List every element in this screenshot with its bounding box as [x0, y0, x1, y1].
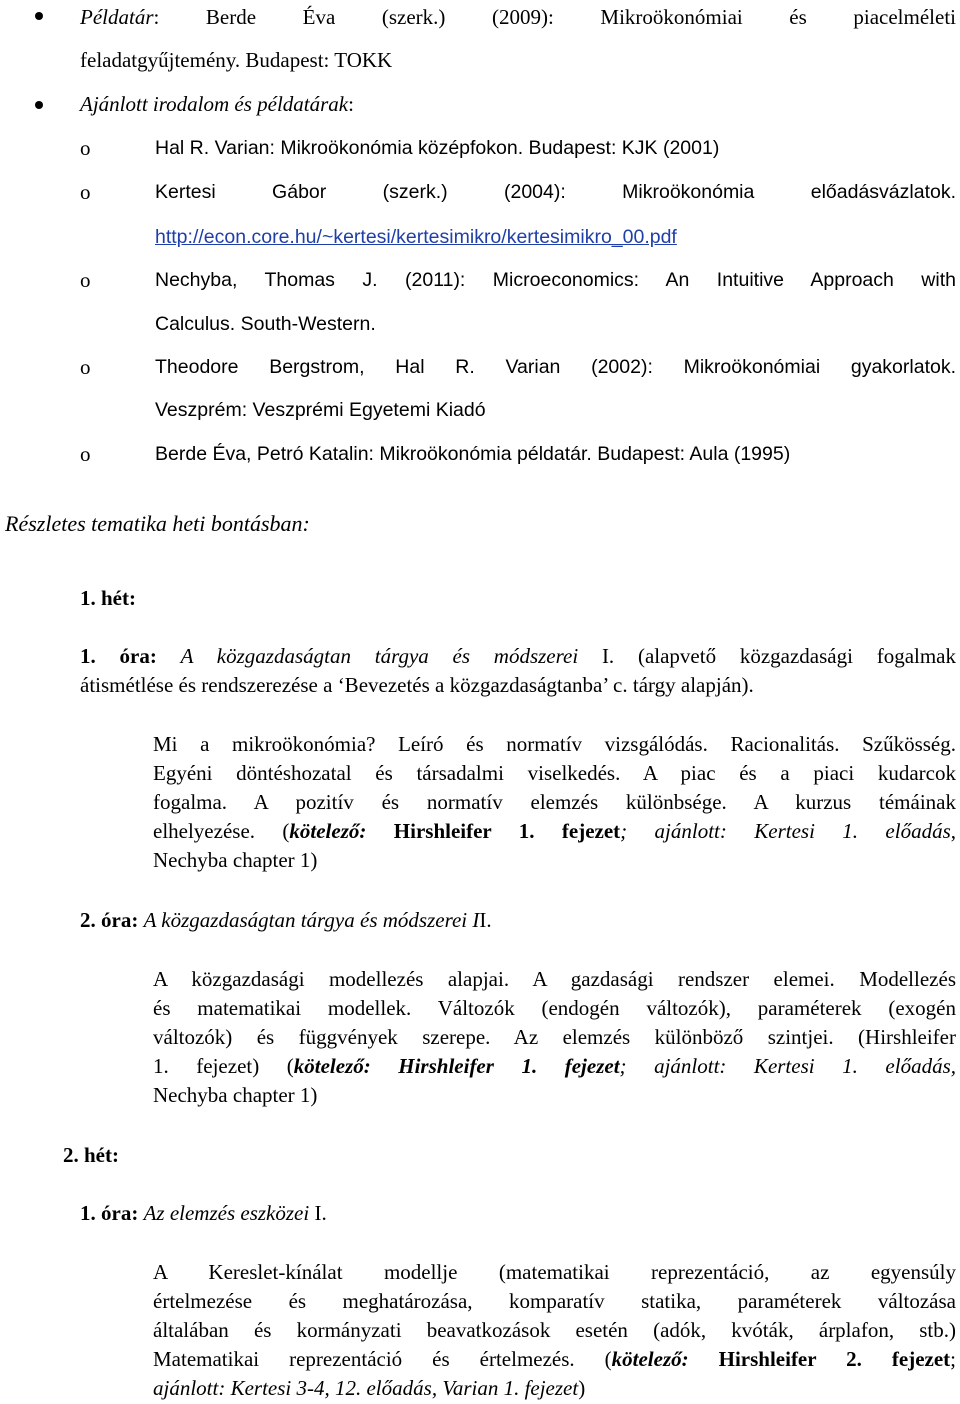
sub-marker: o: [80, 136, 91, 160]
w2-p1-l5: ajánlott: Kertesi 3-4, 12. előadás, Varian 1. fejezet): [153, 1376, 586, 1400]
bullet-dot: [35, 12, 43, 20]
sub-marker: o: [80, 355, 91, 379]
week1-ora1-line2: átismétlése és rendszerezése a ‘Bevezetés a közgazdaságtanba’ c. tárgy alapján).: [80, 673, 754, 697]
bullet-dot: [35, 101, 43, 109]
w2-p1-l2: értelmezése és meghatározása, komparatív statika, paraméterek változása: [153, 1289, 956, 1313]
bullet-line-2: feladatgyűjtemény. Budapest: TOKK: [80, 48, 393, 72]
bullet-line-ajanlott: Ajánlott irodalom és példatárak:: [80, 92, 354, 116]
week-1-label: 1. hét:: [80, 586, 136, 610]
sub-marker: o: [80, 268, 91, 292]
w1-p1-l5: Nechyba chapter 1): [153, 848, 318, 872]
sub-item-kertesi: Kertesi Gábor (szerk.) (2004): Mikroökonómia előadásvázlatok.: [155, 181, 956, 203]
week1-ora2-line: 2. óra: A közgazdaságtan tárgya és módszerei II.: [80, 908, 492, 932]
w1-p1-l1: Mi a mikroökonómia? Leíró és normatív vizsgálódás. Racionalitás. Szűkösség.: [153, 732, 956, 756]
sub-marker: o: [80, 180, 91, 204]
kertesi-link[interactable]: http://econ.core.hu/~kertesi/kertesimikro/kertesimikro_00.pdf: [155, 226, 677, 248]
sub-item-nechyba: Nechyba, Thomas J. (2011): Microeconomics: An Intuitive Approach with: [155, 269, 956, 291]
sub-item-varian: Hal R. Varian: Mikroökonómia középfokon. Budapest: KJK (2001): [155, 137, 720, 159]
w1-p1-l2: Egyéni döntéshozatal és társadalmi viselkedés. A piac és a piaci kudarcok: [153, 761, 956, 785]
sub-item-kertesi-link-row: [155, 223, 677, 250]
w1-p2-l4: 1. fejezet) (kötelező: Hirshleifer 1. fejezet; ajánlott: Kertesi 1. előadás,: [153, 1054, 956, 1078]
week2-ora1-line: 1. óra: Az elemzés eszközei I.: [80, 1201, 327, 1225]
bullet-line-1: [80, 4, 956, 30]
w1-p1-l4: elhelyezése. (kötelező: Hirshleifer 1. fejezet; ajánlott: Kertesi 1. előadás,: [153, 819, 957, 843]
week1-ora1-line1: 1. óra: A közgazdaságtan tárgya és módszerei I. (alapvető közgazdasági fogalmak: [80, 644, 957, 668]
sub-item-nechyba-2: Calculus. South-Western.: [155, 313, 376, 335]
w2-p1-l4: Matematikai reprezentáció és értelmezés. (kötelező: Hirshleifer 2. fejezet;: [153, 1347, 957, 1371]
sub-item-bergstrom: Theodore Bergstrom, Hal R. Varian (2002): Mikroökonómiai gyakorlatok.: [155, 356, 956, 378]
w1-p2-l2: és matematikai modellek. Változók (endogén változók), paraméterek (exogén: [153, 996, 956, 1020]
schedule-heading: Részletes tematika heti bontásban:: [5, 511, 310, 536]
w1-p1-l3: fogalma. A pozitív és normatív elemzés különbsége. A kurzus témáinak: [153, 790, 956, 814]
week-2-label: 2. hét:: [63, 1143, 119, 1167]
w1-p2-l5: Nechyba chapter 1): [153, 1083, 318, 1107]
label-ajanlott: Ajánlott irodalom és példatárak: [80, 92, 349, 116]
w1-p2-l1: A közgazdasági modellezés alapjai. A gazdasági rendszer elemei. Modellezés: [153, 967, 956, 991]
sub-marker: o: [80, 442, 91, 466]
text: : Berde Éva (szerk.) (2009): Mikroökonómiai és piacelméleti: [153, 5, 956, 29]
sub-item-berde: Berde Éva, Petró Katalin: Mikroökonómia példatár. Budapest: Aula (1995): [155, 443, 791, 465]
w1-p2-l3: változók) és függvények szerepe. Az elemzés különböző szintjei. (Hirshleifer: [153, 1025, 956, 1049]
sub-item-bergstrom-2: Veszprém: Veszprémi Egyetemi Kiadó: [155, 399, 486, 421]
w2-p1-l3: általában és kormányzati beavatkozások esetén (adók, kvóták, árplafon, stb.): [153, 1318, 956, 1342]
label-peldatar: Példatár: [80, 5, 154, 29]
w2-p1-l1: A Kereslet-kínálat modellje (matematikai reprezentáció, az egyensúly: [153, 1260, 956, 1284]
